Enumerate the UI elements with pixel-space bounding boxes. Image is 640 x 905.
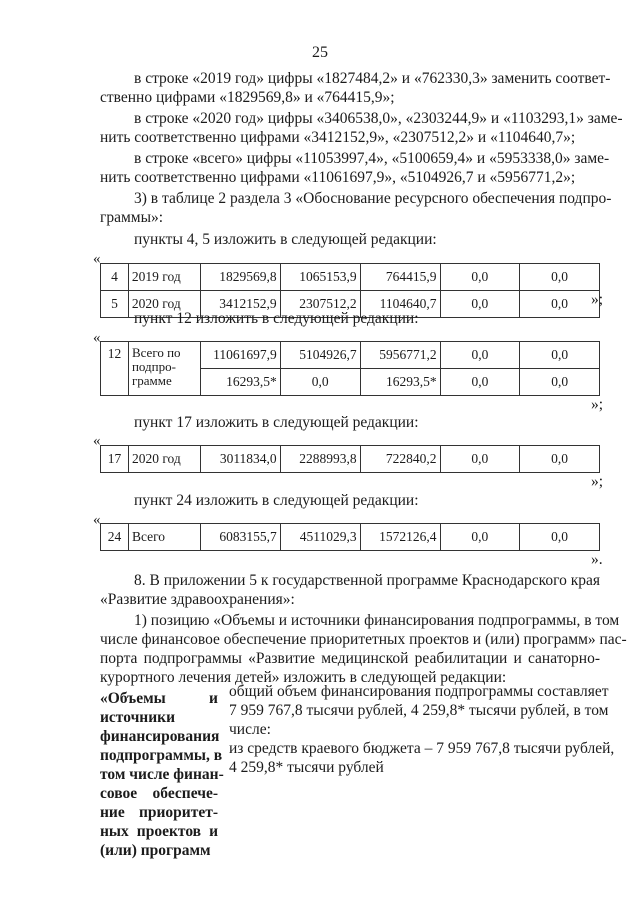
close-quote-4: ». [591,551,603,568]
cell: Всего [128,524,200,551]
cell: 1104640,7 [360,291,440,318]
cell: 0,0 [440,369,520,396]
table-point-12 [100,341,600,396]
cell: 3011834,0 [200,446,280,473]
cell: 6083155,7 [200,524,280,551]
left-col-line: том числе финан- [100,766,224,783]
cell: 5 [101,291,129,318]
left-col-line: (или) программ [100,842,211,859]
para9-line4: курортного лечения детей» изложить в следующей редакции: [100,669,507,686]
page-number: 25 [312,44,328,61]
cell: 0,0 [280,369,360,396]
cell: 0,0 [440,264,520,291]
row-label-line: грамме [131,373,172,388]
right-col-line3: числе: [229,721,271,738]
table-row [101,264,600,291]
para4-line2: граммы»: [100,209,164,226]
para8-line2: «Развитие здравоохранения»: [100,591,295,608]
cell: 5956771,2 [360,342,440,369]
cell: 0,0 [520,446,600,473]
cell: 0,0 [440,342,520,369]
cell: 764415,9 [360,264,440,291]
p24-intro: пункт 24 изложить в следующей редакции: [134,492,419,509]
cell: 2020 год [128,291,200,318]
cell: 1572126,4 [360,524,440,551]
p45-intro: пункты 4, 5 изложить в следующей редакции: [134,231,437,248]
cell: 0,0 [520,291,600,318]
para9-line1: 1) позицию «Объемы и источники финансирования подпрограммы, в том [134,612,620,629]
cell: 0,0 [440,446,520,473]
para8-line1: 8. В приложении 5 к государственной программе Краснодарского края [134,572,601,589]
open-quote-4: « [93,512,101,528]
right-col-line2: 7 959 767,8 тысячи рублей, 4 259,8* тысячи рублей, в том [229,702,609,719]
cell: 0,0 [520,369,600,396]
left-col-line: «Объемы и [100,690,218,707]
para3-line1: в строке «всего» цифры «11053997,4», «5100659,4» и «5953338,0» заме- [134,150,610,167]
cell: 5104926,7 [280,342,360,369]
para4-line1: 3) в таблице 2 раздела 3 «Обоснование ресурсного обеспечения подпро- [134,190,612,207]
cell: 1829569,8 [200,264,280,291]
cell: 0,0 [440,291,520,318]
open-quote-1: « [93,251,101,267]
cell: 0,0 [520,524,600,551]
left-col-line: совое обеспече- [100,785,218,802]
cell: 0,0 [440,524,520,551]
close-quote-3: »; [591,473,604,490]
para3-line2: нить соответственно цифрами «11061697,9», «5104926,7 и «5956771,2»; [100,169,576,186]
cell: 4511029,3 [280,524,360,551]
cell: 17 [101,446,129,473]
close-quote-1: »; [591,291,604,308]
left-col-line: ние приоритет- [100,804,218,821]
para9-line3: порта подпрограммы «Развитие медицинской реабилитации и санаторно- [100,650,600,667]
row-label [128,342,200,396]
cell: 16293,5* [360,369,440,396]
table-row [101,524,600,551]
left-col-line: финансирования [100,728,220,745]
cell: 0,0 [520,342,600,369]
left-col-line: подпрограммы, в [100,747,223,764]
table-point-17 [100,445,600,473]
cell: 1065153,9 [280,264,360,291]
p12-intro: пункт 12 изложить в следующей редакции: [134,310,419,327]
row-label-line: Всего по [131,345,181,360]
table-point-24 [100,523,600,551]
cell: 4 [101,264,129,291]
row-label-line: подпро- [131,359,176,374]
right-col-line1: общий объем финансирования подпрограммы составляет [229,683,609,700]
right-col-line4: из средств краевого бюджета – 7 959 767,8 тысячи рублей, [229,740,615,757]
cell: 2288993,8 [280,446,360,473]
cell: 11061697,9 [200,342,280,369]
table-row [101,342,600,369]
para1-line1: в строке «2019 год» цифры «1827484,2» и «762330,3» заменить соответ- [134,70,611,87]
right-col-line5: 4 259,8* тысячи рублей [229,759,384,776]
close-quote-2: »; [591,396,604,413]
p17-intro: пункт 17 изложить в следующей редакции: [134,414,419,431]
cell: 0,0 [520,264,600,291]
table-row [101,446,600,473]
open-quote-3: « [93,433,101,449]
cell: 2307512,2 [280,291,360,318]
cell: 722840,2 [360,446,440,473]
cell: 16293,5* [200,369,280,396]
para2-line1: в строке «2020 год» цифры «3406538,0», «2303244,9» и «1103293,1» заме- [134,110,623,127]
para2-line2: нить соответственно цифрами «3412152,9», «2307512,2» и «1104640,7»; [100,129,576,146]
para9-line2: числе финансовое обеспечение приоритетных проектов и (или) программ» пас- [100,631,627,648]
cell: 3412152,9 [200,291,280,318]
left-col-line: источники [100,709,176,726]
cell: 12 [101,342,129,396]
cell: 2019 год [128,264,200,291]
open-quote-2: « [93,330,101,346]
para1-line2: ственно цифрами «1829569,8» и «764415,9»; [100,89,395,106]
cell: 2020 год [128,446,200,473]
left-col-line: ных проектов и [100,823,218,840]
cell: 24 [101,524,129,551]
